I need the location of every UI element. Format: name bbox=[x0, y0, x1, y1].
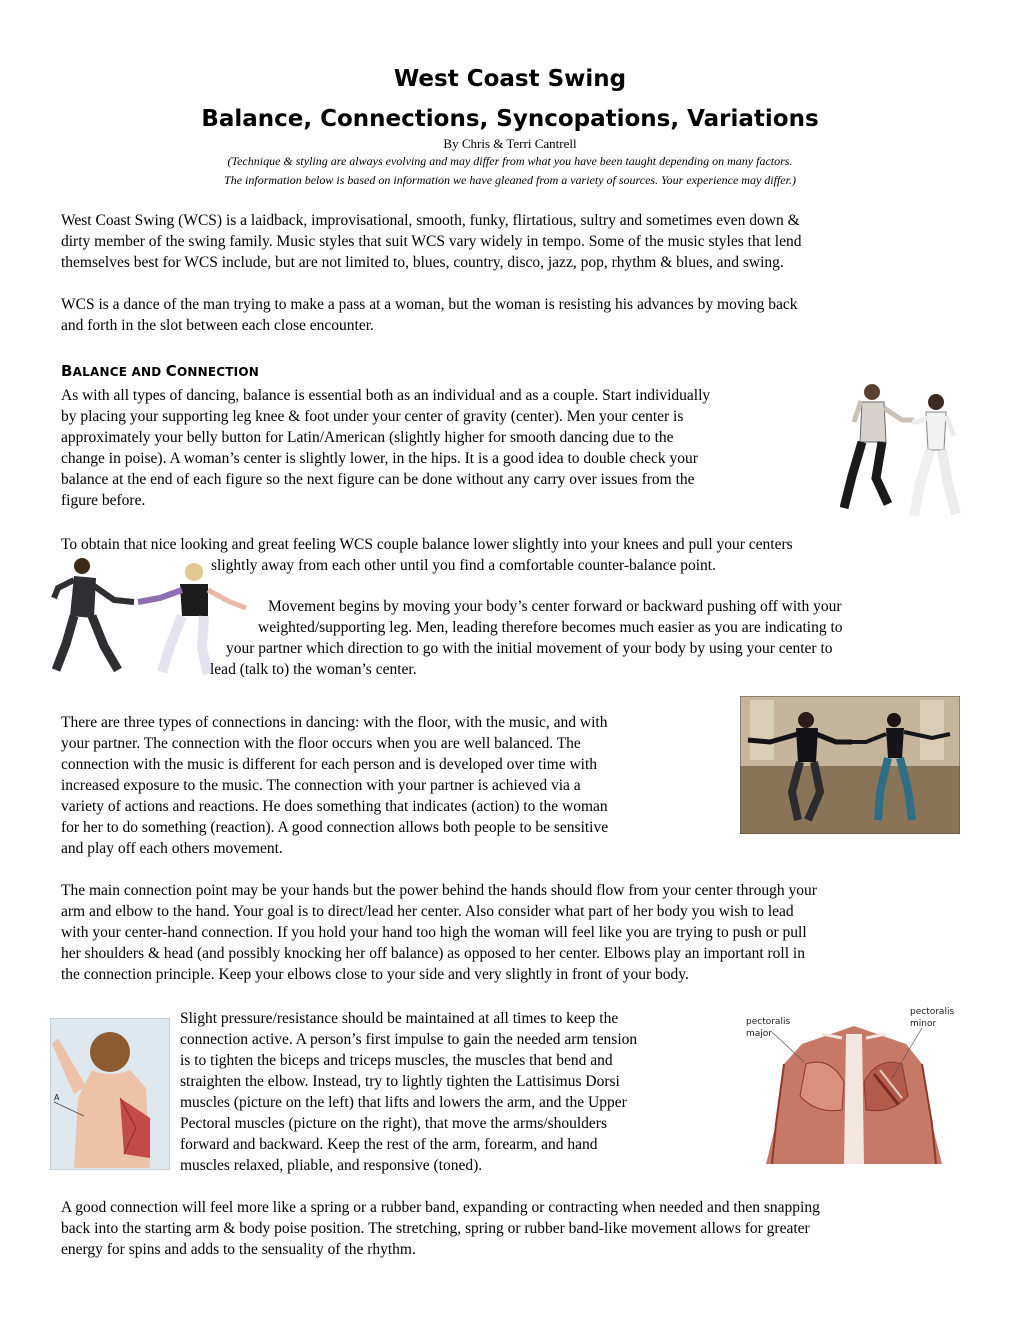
text-line: change in poise). A woman’s center is slightly lower, in the hips. It is a good idea to double check your bbox=[61, 450, 698, 467]
text-line: dirty member of the swing family. Music styles that suit WCS vary widely in tempo. Some of the music styles that lend bbox=[61, 233, 802, 250]
text-line: Pectoral muscles (picture on the right), that move the arms/shoulders bbox=[180, 1115, 607, 1132]
text-line: themselves best for WCS include, but are not limited to, blues, country, disco, jazz, pop, rhythm & blues, and swing. bbox=[61, 254, 784, 271]
connection-types-paragraph bbox=[61, 712, 731, 859]
dance-studio-photo bbox=[740, 696, 960, 834]
heading-rest: ALANCE AND bbox=[72, 365, 166, 379]
text-line: arm and elbow to the hand. Your goal is to direct/lead her center. Also consider what part of her body you wish to lead bbox=[61, 903, 794, 920]
text-line: Slight pressure/resistance should be maintained at all times to keep the bbox=[180, 1010, 619, 1027]
heading-cap: B bbox=[61, 362, 73, 380]
text-line: for her to do something (reaction). A good connection allows both people to be sensitive bbox=[61, 819, 609, 836]
latissimus-dorsi-illustration bbox=[50, 1018, 170, 1170]
pressure-paragraph bbox=[180, 1008, 740, 1176]
pec-major-label: major bbox=[746, 1029, 772, 1039]
text-line: To obtain that nice looking and great feeling WCS couple balance lower slightly into your knees and pull your centers bbox=[61, 536, 793, 553]
text-line: and forth in the slot between each close encounter. bbox=[61, 317, 374, 334]
text-line: is to tighten the biceps and triceps muscles, the muscles that bend and bbox=[180, 1052, 613, 1069]
heading-rest: ONNECTION bbox=[176, 365, 259, 379]
text-line: your partner which direction to go with the initial movement of your body by using your center to bbox=[226, 640, 833, 657]
section-heading bbox=[61, 362, 259, 380]
pec-minor-label: pectoralis bbox=[910, 1007, 955, 1017]
intro-paragraph-1 bbox=[61, 210, 981, 273]
text-line: slightly away from each other until you find a comfortable counter-balance point. bbox=[211, 557, 716, 574]
text-line: by placing your supporting leg knee & foot under your center of gravity (center). Men your center is bbox=[61, 408, 684, 425]
movement-paragraph bbox=[210, 596, 970, 680]
text-line: variety of actions and reactions. He does something that indicates (action) to the woman bbox=[61, 798, 608, 815]
text-line: West Coast Swing (WCS) is a laidback, improvisational, smooth, funky, flirtatious, sultry and sometimes even down & bbox=[61, 212, 800, 229]
text-line: energy for spins and adds to the sensuality of the rhythm. bbox=[61, 1241, 416, 1258]
text-line: A good connection will feel more like a spring or a rubber band, expanding or contracting when needed and then snapping bbox=[61, 1199, 820, 1216]
disclaimer-line-1: (Technique & styling are always evolving and may differ from what you have been taught depending on many factors. bbox=[227, 154, 793, 168]
title-line-1: West Coast Swing bbox=[393, 66, 627, 92]
text-line: approximately your belly button for Latin/American (slightly higher for smooth dancing due to the bbox=[61, 429, 674, 446]
text-line: Movement begins by moving your body’s center forward or backward pushing off with your bbox=[268, 598, 842, 615]
text-line: connection with the music is different for each person and is developed over time with bbox=[61, 756, 598, 773]
balance-paragraph bbox=[61, 385, 841, 511]
text-line: figure before. bbox=[61, 492, 146, 509]
text-line: weighted/supporting leg. Men, leading therefore becomes much easier as you are indicating to bbox=[258, 619, 843, 636]
text-line: the connection principle. Keep your elbows close to your side and very slightly in front of your body. bbox=[61, 966, 689, 983]
disclaimer-line-2: The information below is based on information we have gleaned from a variety of sources. Your experience may differ.) bbox=[224, 173, 796, 187]
title-line-2: Balance, Connections, Syncopations, Variations bbox=[201, 106, 819, 132]
text-line: back into the starting arm & body poise position. The stretching, spring or rubber band-like movement allows for greater bbox=[61, 1220, 810, 1237]
text-line: WCS is a dance of the man trying to make a pass at a woman, but the woman is resisting his advances by moving back bbox=[61, 296, 798, 313]
dancing-couple-image bbox=[840, 380, 970, 525]
byline: By Chris & Terri Cantrell bbox=[443, 136, 577, 151]
main-connection-paragraph bbox=[61, 880, 981, 985]
spring-paragraph bbox=[61, 1197, 981, 1260]
text-line: your partner. The connection with the floor occurs when you are well balanced. The bbox=[61, 735, 581, 752]
text-line: As with all types of dancing, balance is essential both as an individual and as a couple. Start individually bbox=[61, 387, 711, 404]
pec-minor-label: minor bbox=[910, 1019, 937, 1029]
text-line: muscles relaxed, pliable, and responsive (toned). bbox=[180, 1157, 483, 1174]
pectoral-muscles-illustration bbox=[742, 1004, 964, 1166]
text-line: connection active. A person’s first impulse to gain the needed arm tension bbox=[180, 1031, 638, 1048]
text-line: forward and backward. Keep the rest of the arm, forearm, and hand bbox=[180, 1136, 598, 1153]
text-line: muscles (picture on the left) that lifts and lowers the arm, and the Upper bbox=[180, 1094, 627, 1111]
intro-paragraph-2 bbox=[61, 294, 981, 336]
lat-marker-label: A bbox=[54, 1093, 60, 1102]
text-line: The main connection point may be your hands but the power behind the hands should flow from your center through your bbox=[61, 882, 817, 899]
text-line: and play off each others movement. bbox=[61, 840, 283, 857]
text-line: increased exposure to the music. The connection with your partner is achieved via a bbox=[61, 777, 581, 794]
text-line: lead (talk to) the woman’s center. bbox=[210, 661, 417, 678]
pec-major-label: pectoralis bbox=[746, 1017, 791, 1027]
heading-cap: C bbox=[165, 362, 177, 380]
text-line: straighten the elbow. Instead, try to lightly tighten the Lattisimus Dorsi bbox=[180, 1073, 620, 1090]
text-line: her shoulders & head (and possibly knocking her off balance) as opposed to her center. Elbows play an important roll in bbox=[61, 945, 805, 962]
text-line: There are three types of connections in dancing: with the floor, with the music, and with bbox=[61, 714, 608, 731]
text-line: with your center-hand connection. If you hold your hand too high the woman will feel like you are trying to push or pull bbox=[61, 924, 807, 941]
text-line: balance at the end of each figure so the next figure can be done without any carry over issues from the bbox=[61, 471, 695, 488]
